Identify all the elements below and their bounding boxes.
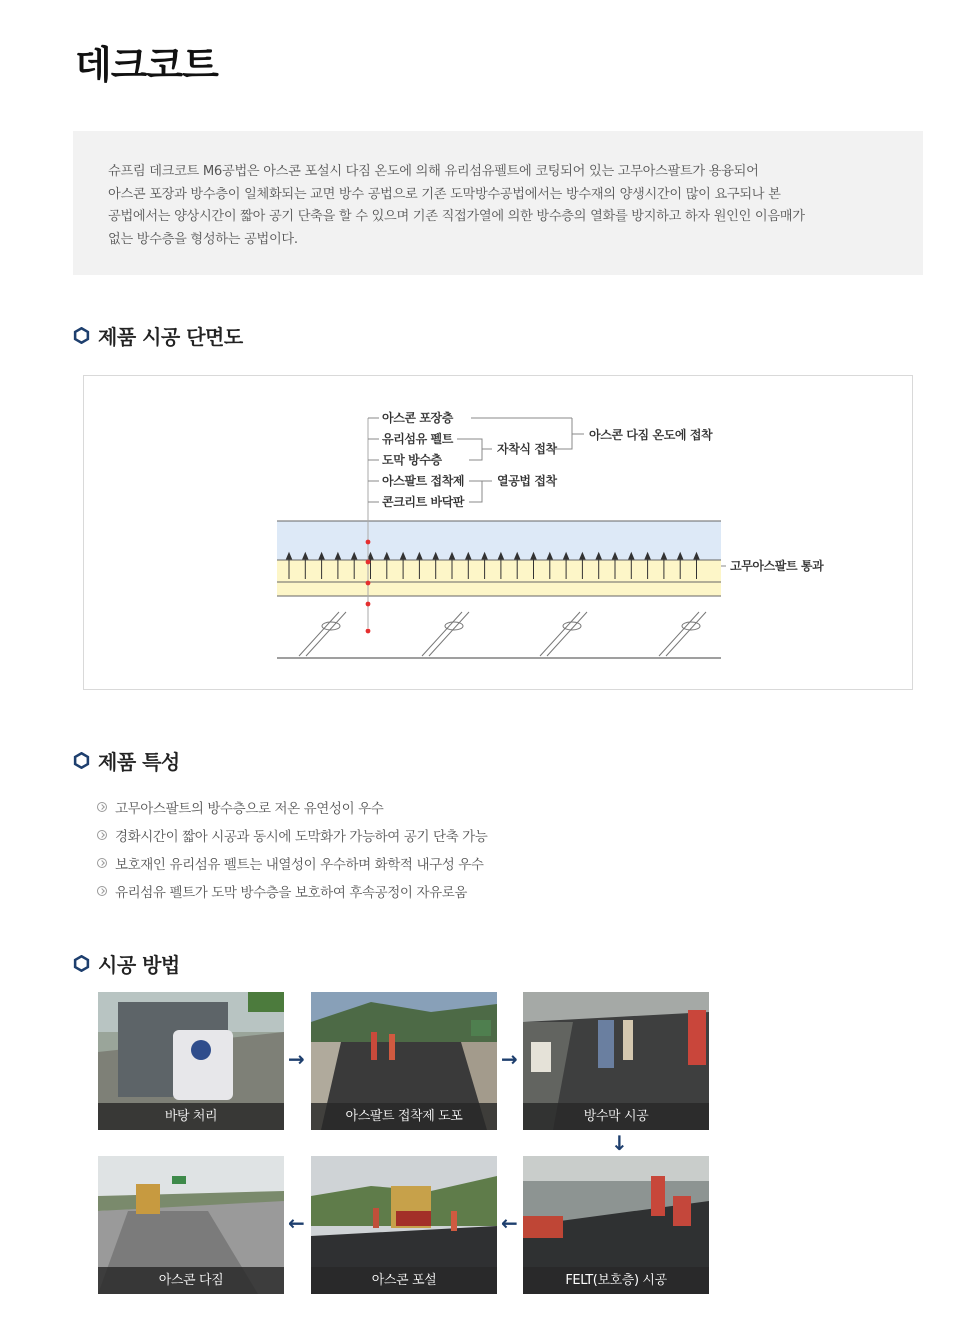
section-title-text: 제품 시공 단면도 — [98, 325, 243, 349]
intro-line: 아스콘 포장과 방수층이 일체화되는 교면 방수 공법으로 기존 도막방수공법에서는 방수재의 양생시간이 많이 요구되나 본 — [108, 186, 781, 202]
intro-text — [108, 161, 887, 251]
intro-box — [73, 131, 923, 275]
chevron-circle-icon — [97, 830, 107, 840]
layer-label-asphalt: 아스콘 포장층 — [382, 411, 453, 425]
step-adhesive — [311, 992, 497, 1130]
step-caption: 방수막 시공 — [523, 1103, 709, 1130]
section-title-cross — [73, 321, 243, 350]
feature-text: 유리섬유 펠트가 도막 방수층을 보호하여 후속공정이 자유로움 — [115, 885, 468, 901]
feature-text: 보호재인 유리섬유 펠트는 내열성이 우수하며 화학적 내구성 우수 — [115, 857, 484, 873]
hexagon-outline-icon — [73, 955, 90, 972]
group-label-self: 자착식 접착 — [497, 442, 557, 456]
chevron-circle-icon — [97, 802, 107, 812]
layer-label-felt: 유리섬유 펠트 — [382, 432, 453, 446]
step-caption: 아스팔트 접착제 도포 — [311, 1103, 497, 1130]
layer-label-adhesive: 아스팔트 접착제 — [382, 474, 465, 488]
arrow-down-icon: ↓ — [611, 1131, 628, 1155]
chevron-circle-icon — [97, 886, 107, 896]
hexagon-outline-icon — [73, 752, 90, 769]
section-title-method — [73, 949, 180, 978]
step-felt — [523, 1156, 709, 1294]
arrow-left-icon: ← — [288, 1211, 305, 1235]
page-title: 데크코트 — [75, 43, 218, 87]
layer-label-concrete: 콘크리트 바닥판 — [382, 495, 465, 509]
feature-text: 고무아스팔트의 방수층으로 저온 유연성이 우수 — [115, 801, 384, 817]
arrow-right-icon: → — [501, 1047, 518, 1071]
chevron-circle-icon — [97, 858, 107, 868]
layer-label-membrane: 도막 방수층 — [382, 453, 442, 467]
step-compaction — [98, 1156, 284, 1294]
list-item — [97, 877, 487, 905]
cross-section-svg — [84, 376, 914, 691]
intro-line: 공법에서는 양상시간이 짧아 공기 단축을 할 수 있으며 기존 직접가열에 의한 방수층의 열화를 방지하고 하자 원인인 이음매가 — [108, 209, 805, 224]
adhesive-layer — [277, 560, 721, 596]
step-caption: 아스콘 다짐 — [98, 1267, 284, 1294]
cross-section-diagram — [83, 375, 913, 690]
step-caption: 바탕 처리 — [98, 1103, 284, 1130]
list-item — [97, 849, 487, 877]
hexagon-outline-icon — [73, 327, 90, 344]
list-item — [97, 821, 487, 849]
group-label-top: 아스콘 다짐 온도에 접착 — [589, 428, 713, 442]
section-title-features — [73, 746, 180, 775]
step-surface-prep — [98, 992, 284, 1130]
section-title-text: 시공 방법 — [98, 953, 180, 977]
step-membrane — [523, 992, 709, 1130]
feature-text: 경화시간이 짧아 시공과 동시에 도막화가 가능하여 공기 단축 가능 — [115, 829, 488, 845]
list-item — [97, 793, 487, 821]
arrow-right-icon: → — [288, 1047, 305, 1071]
asphalt-pavement-layer — [277, 521, 721, 560]
step-caption: FELT(보호층) 시공 — [523, 1267, 709, 1294]
rebar-group — [299, 612, 706, 656]
intro-line: 슈프림 데크코트 M6공법은 아스콘 포설시 다짐 온도에 의해 유리섬유펠트에 코팅되어 있는 고무아스팔트가 용융되어 — [108, 164, 759, 179]
step-paving — [311, 1156, 497, 1294]
flow-label: 고무아스팔트 통과 — [730, 559, 824, 573]
feature-list — [97, 793, 487, 905]
step-caption: 아스콘 포설 — [311, 1267, 497, 1294]
section-title-text: 제품 특성 — [98, 750, 180, 774]
group-label-heat: 열공법 접착 — [497, 474, 557, 488]
arrow-left-icon: ← — [501, 1211, 518, 1235]
intro-line: 없는 방수층을 형성하는 공법이다. — [108, 231, 298, 247]
